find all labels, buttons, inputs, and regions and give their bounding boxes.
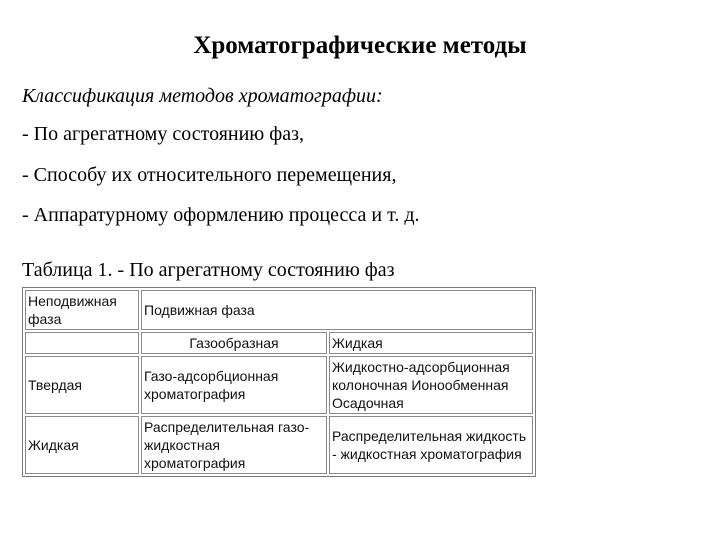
table-row [25, 416, 533, 474]
cell-gas-method: Распределительная газо- жидкостная хроматография [141, 416, 327, 474]
page-title: Хроматографические методы [193, 32, 527, 59]
table-row [25, 356, 533, 414]
cell-liquid-method: Распределительная жидкость - жидкостная хроматография [329, 416, 533, 474]
list-item: - Способу их относительного перемещения, [22, 164, 397, 186]
header-stationary-phase: Неподвижная фаза [25, 290, 139, 330]
table-container [22, 287, 536, 522]
header-mobile-phase: Подвижная фаза [141, 290, 533, 330]
empty-cell [25, 332, 139, 354]
classification-heading: Классификация методов хроматографии: [22, 85, 383, 107]
list-item: - По агрегатному состоянию фаз, [22, 123, 304, 145]
cell-gas-method: Газо-адсорбционная хроматография [141, 356, 327, 414]
cell-liquid-method: Жидкостно-адсорбционная колоночная Ионообменная Осадочная [329, 356, 533, 414]
table-subheader-row [25, 332, 533, 354]
row-phase-label: Жидкая [25, 416, 139, 474]
table-header-row [25, 290, 533, 330]
subheader-gas: Газообразная [141, 332, 327, 354]
phase-classification-table [22, 287, 536, 477]
list-item: - Аппаратурному оформлению процесса и т. д. [22, 204, 420, 226]
row-phase-label: Твердая [25, 356, 139, 414]
table-caption: Таблица 1. - По агрегатному состоянию фаз [22, 259, 395, 281]
subheader-liquid: Жидкая [329, 332, 533, 354]
